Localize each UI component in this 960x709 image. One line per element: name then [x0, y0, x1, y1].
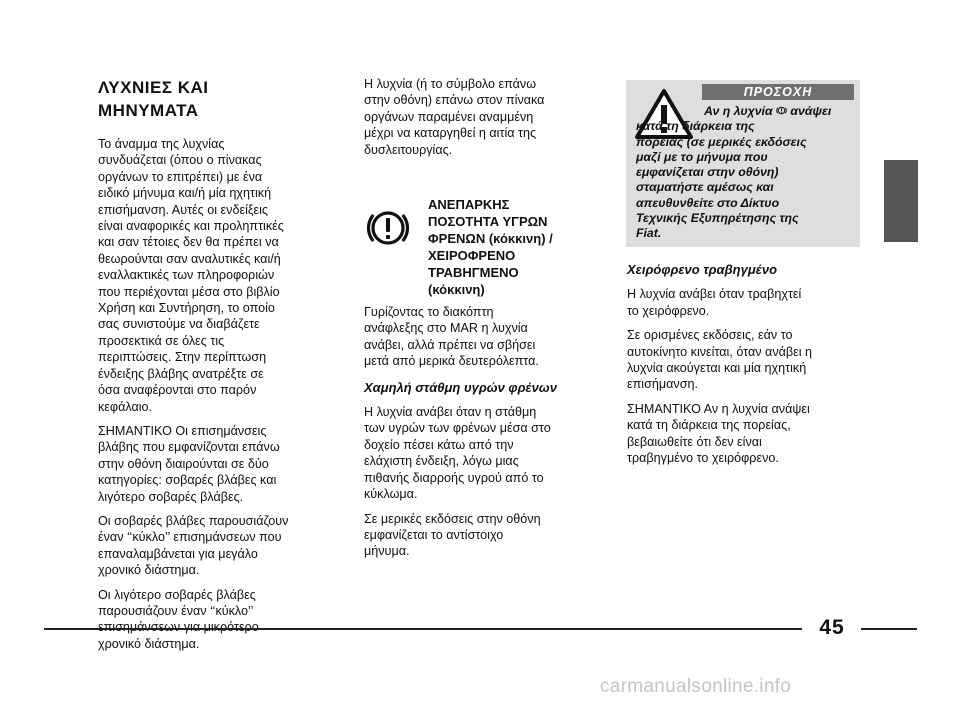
paragraph: Σε ορισμένες εκδόσεις, εάν το αυτοκίνητο κινείται, όταν ανάβει η λυχνία ακούγεται και μία ηχητική επισήμανση.	[627, 328, 813, 392]
paragraph: Γυρίζοντας το διακόπτη ανάφλεξης στο MAR η λυχνία ανάβει, αλλά πρέπει να σβήσει μετά από μερικά δευτερόλεπτα.	[364, 305, 539, 369]
page-number: 45	[819, 616, 845, 639]
warning-box	[626, 80, 860, 247]
paragraph: ΣΗΜΑΝΤΙΚΟ Οι επισημάνσεις βλάβης που εμφανίζονται επάνω στην οθόνη διαιρούνται σε δύο κατηγορίες: σοβαρές βλάβες και λιγότερο σοβαρές βλάβες.	[98, 423, 280, 504]
paragraph: Το άναμμα της λυχνίας συνδυάζεται (όπου ο πίνακας οργάνων το επιτρέπει) με ένα ειδικό μήνυμα και/ή μία ηχητική επισήμανση. Αυτές οι ενδείξεις είναι αναφορικές και προληπτικές και σαν τέτοιες δεν θα πρέπει να θεωρούνται σαν αναλυτικές και/ή εναλλακτικές των πληροφοριών που περιέχονται μέσα στο βιβλίο Χρήση και Συντήρηση, το οποίο σας συνιστούμε να διαβάζετε προσεκτικά σε όλες τις περιπτώσεις. Στην περίπτωση ένδειξης βλάβης ανατρέξτε σε όσα αναφέρονται στο παρόν κεφάλαιο.	[98, 137, 284, 414]
subheading-low-brake-fluid: Χαμηλή στάθμη υγρών φρένων	[364, 379, 557, 395]
chapter-tab	[884, 160, 918, 242]
brake-warning-icon	[364, 204, 412, 252]
paragraph: ΣΗΜΑΝΤΙΚΟ Αν η λυχνία ανάψει κατά τη διάρκεια της πορείας, βεβαιωθείτε ότι δεν είναι τραβηγμένο το χειρόφρενο.	[627, 401, 810, 466]
warning-text-start: Αν η λυχνία	[704, 104, 776, 118]
paragraph: Σε μερικές εκδόσεις στην οθόνη εμφανίζεται το αντίστοιχο μήνυμα.	[364, 511, 541, 559]
footer-rule	[44, 628, 802, 630]
paragraph: Η λυχνία ανάβει όταν η στάθμη των υγρών των φρένων μέσα στο δοχείο πέσει κάτω από την ελάχιστη ένδειξη, λόγω μιας πιθανής διαρροής υγρού από το κύκλωμα.	[364, 405, 551, 502]
subheading-handbrake: Χειρόφρενο τραβηγμένο	[627, 262, 778, 277]
column-middle	[364, 76, 590, 568]
brake-section-header	[364, 196, 590, 296]
warning-text	[636, 104, 854, 242]
section-title-lamps-messages: ΛΥΧΝΙΕΣ ΚΑΙ ΜΗΝΥΜΑΤΑ	[98, 78, 209, 120]
paragraph: Η λυχνία (ή το σύμβολο επάνω στην οθόνη) επάνω στον πίνακα οργάνων παραμένει αναμμένη μέχρι να καταργηθεί η αιτία της δυσλειτουργίας.	[364, 77, 545, 157]
brake-warning-icon	[776, 105, 787, 116]
brake-section-title: ΑΝΕΠΑΡΚΗΣ ΠΟΣΟΤΗΤΑ ΥΓΡΩΝ ΦΡΕΝΩΝ (κόκκινη) / ΧΕΙΡΟΦΡΕΝΟ ΤΡΑΒΗΓΜΕΝΟ (κόκκινη)	[428, 197, 553, 298]
column-left	[98, 76, 324, 660]
warning-label: ΠΡΟΣΟΧΗ	[702, 84, 854, 100]
watermark: carmanualsonline.info	[600, 676, 792, 697]
paragraph: Οι σοβαρές βλάβες παρουσιάζουν έναν ‘‘κύκλο’’ επισημάνσεων που επαναλαμβάνεται για μεγάλο χρονικό διάστημα.	[98, 513, 289, 578]
paragraph: Οι λιγότερο σοβαρές βλάβες παρουσιάζουν έναν ‘‘κύκλο’’ χρονικό διάστημα.	[98, 587, 256, 651]
warning-text-end: ανάψει κατά τη διάρκεια της πορείας (σε μερικές εκδόσεις μαζί με το μήνυμα που εμφανίζεται στην οθόνη) σταματήστε αμέσως και απευθυνθείτε στο Δίκτυο Τεχνικής Εξυπηρέτησης της Fiat.	[636, 104, 832, 241]
footer-rule	[861, 628, 917, 630]
column-right	[627, 262, 859, 474]
paragraph: Η λυχνία ανάβει όταν τραβηχτεί το χειρόφρενο.	[627, 287, 802, 318]
